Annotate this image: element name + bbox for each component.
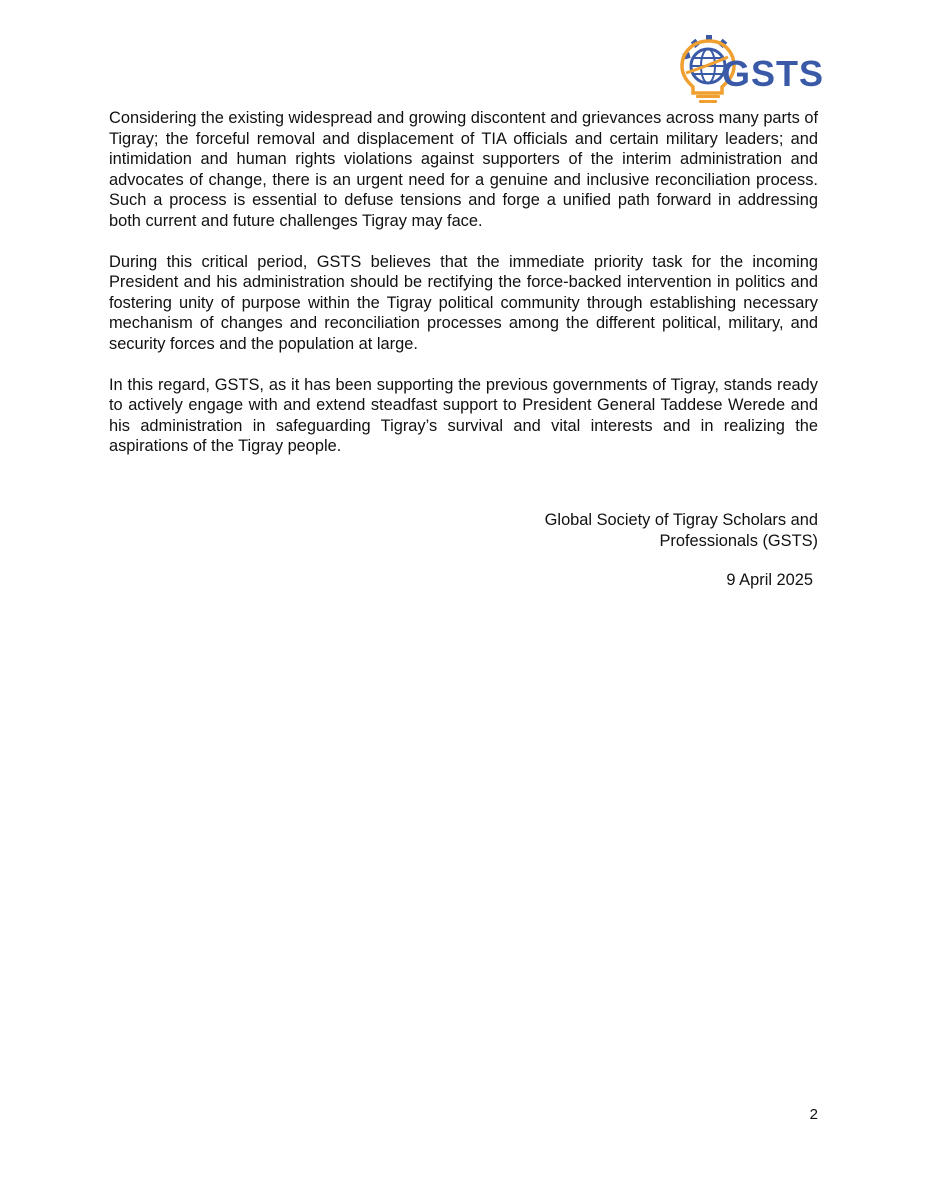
signature-org-line1: Global Society of Tigray Scholars and (544, 511, 818, 529)
paragraph-support: In this regard, GSTS, as it has been supporting the previous governments of Tigray, stands ready to actively engage with and extend steadfast support to President General Taddese Werede and his administration in safeguarding Tigray’s survival and vital interests and in realizing the aspirations of the Tigray people. (109, 375, 818, 455)
paragraph-reconciliation: Considering the existing widespread and growing discontent and grievances across many parts of Tigray; the forceful removal and displacement of TIA officials and certain military leaders; and intimidation and human rights violations against supporters of the interim administration and advocates of change, there is an urgent need for a genuine and inclusive reconciliation process. Such a process is essential to defuse tensions and forge a unified path forward in addressing both current and future challenges Tigray may face. (109, 109, 818, 230)
logo-wordmark: GSTS (722, 53, 825, 94)
signature-date: 9 April 2025 (726, 571, 813, 589)
signature-org-line2: Professionals (GSTS) (659, 531, 818, 550)
gsts-logo (676, 33, 825, 105)
page-number: 2 (809, 1106, 818, 1123)
letter-body (109, 108, 818, 477)
paragraph-priority-task: During this critical period, GSTS believes that the immediate priority task for the incoming President and his administration should be rectifying the force-backed intervention in politics and fostering unity of purpose within the Tigray political community through establishing necessary mechanism of changes and reconciliation processes among the different political, military, and security forces and the population at large. (109, 252, 818, 353)
signature-block (470, 510, 818, 589)
